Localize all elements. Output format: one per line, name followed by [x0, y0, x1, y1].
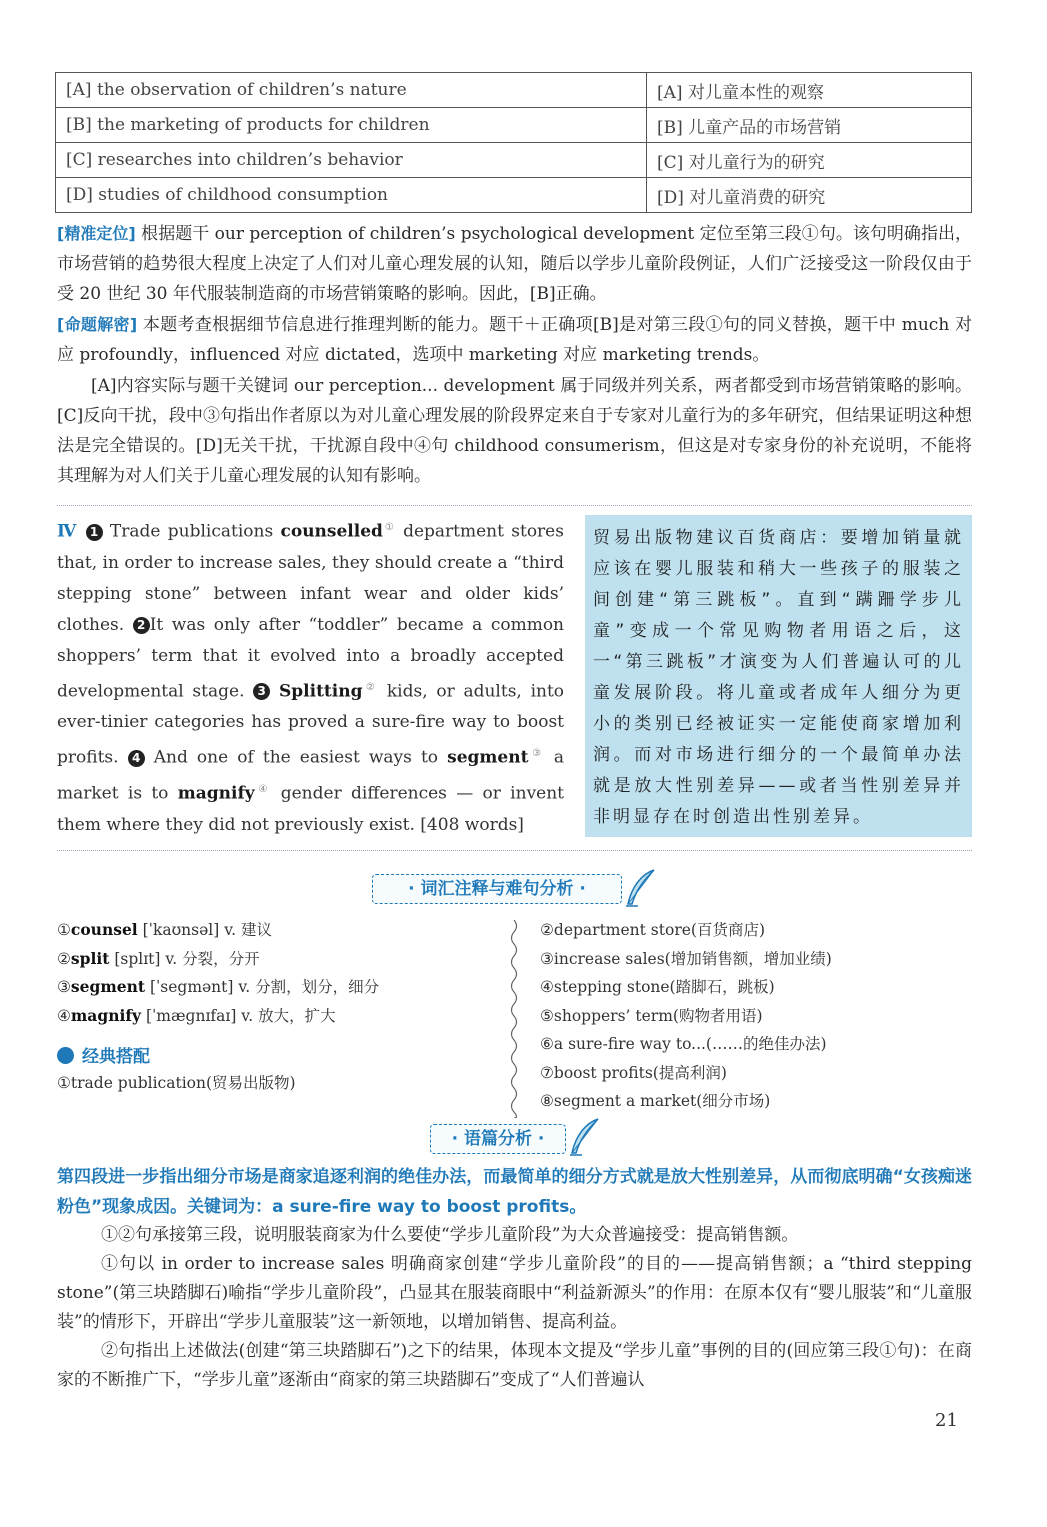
option-en: [B] the marketing of products for children [56, 108, 647, 143]
vocab-word: segment [70, 977, 146, 996]
collocation-item: ⑧segment a market(细分市场) [540, 1092, 771, 1110]
option-zh: [B] 儿童产品的市场营销 [647, 108, 972, 143]
vocab-item [57, 973, 379, 1002]
vocab-word: magnify [70, 1005, 142, 1025]
locate-tag: [精准定位] [57, 224, 136, 243]
collocation-item: ④stepping stone(踏脚石，跳板) [540, 978, 775, 996]
footnote-mark: ② [362, 681, 379, 693]
collocation-item: ⑤shoppers’ term(购物者用语) [540, 1006, 763, 1025]
vocab-definition: [ˈsegmənt] v. 分割，划分，细分 [145, 978, 380, 996]
locate-paragraph [57, 219, 972, 309]
option-zh: [A] 对儿童本性的观察 [647, 73, 972, 108]
distractor-analysis: [A]内容实际与题干关键词 our perception... development 属于同级并列关系，两者都受到市场营销策略的影响。[C]反向干扰，段中③句指出作者原以为对儿童心理发展的阶段界定来自于专家对儿童行为的多年研究，但结果证明这种想法是完全错误的。[D]无关干扰，干扰源自段中④句 childhood consumerism，但这是对专家身份的补充说明，不能将其理解为对人们关于儿童心理发展的认知有影响。 [57, 376, 972, 486]
collocation-item: ⑥a sure-fire way to...(……的绝佳办法) [540, 1035, 827, 1053]
vocab-index: ① [57, 921, 71, 939]
sentence-text: It was only after “toddler” became a common shoppers’ term that it evolved into a broadly accepted developmental stage. [57, 614, 565, 702]
sentence-text: And one of the easiest ways to [153, 747, 439, 768]
option-zh: [C] 对儿童行为的研究 [647, 143, 972, 178]
analysis-paragraph: ①句以 in order to increase sales 明确商家创建“学步儿童阶段”的目的——提高销售额；a “third stepping stone”(第三块踏脚石)喻指“学步儿童阶段”，凸显其在服装商眼中“利益新源头”的作用：在原本仅有“婴儿服装”和“儿童服装”的情形下，开辟出“学步儿童服装”这一新领地，以增加销售、提高利益。 [57, 1254, 972, 1332]
keyword: counselled [280, 521, 383, 542]
collocation-item: ⑦boost profits(提高利润) [540, 1063, 727, 1082]
sentence-number: 1 [86, 524, 103, 541]
keyword: Splitting [278, 681, 363, 702]
sentence-text: gender differences — or invent them where they did not previously exist. [408 words] [57, 783, 565, 835]
sentence-text: a market is to [57, 747, 565, 804]
vocab-definition: [ˈkaʊnsəl] v. 建议 [137, 921, 272, 939]
vocab-definition: [ˈmæɡnɪfaɪ] v. 放大，扩大 [141, 1006, 336, 1025]
vocab-index: ④ [57, 1006, 71, 1025]
vocab-banner: · 词汇注释与难句分析 · [372, 874, 622, 904]
vocab-index: ③ [57, 978, 71, 996]
collocation-item: ①trade publication(贸易出版物) [57, 1074, 296, 1092]
vocab-word: counsel [70, 920, 138, 939]
collocation-list [540, 916, 832, 1116]
divider [57, 850, 972, 851]
sentence-number: 2 [133, 617, 150, 634]
vocab-item [57, 1002, 379, 1031]
vocab-word: split [70, 948, 110, 968]
sentence-number: 3 [253, 683, 270, 700]
option-row [56, 178, 972, 213]
article-paragraph [57, 512, 564, 841]
collocation-heading [57, 1042, 150, 1067]
bullet-icon [57, 1047, 74, 1064]
sentence-text: Trade publications [109, 521, 274, 542]
discourse-banner: · 语篇分析 · [430, 1124, 566, 1154]
sentence-text: department stores that, in order to increase sales, they should create a “third stepping stone” between infant wear and older kids’ clothes. [57, 521, 564, 635]
decode-tag: [命题解密] [57, 315, 138, 334]
keyword: segment [447, 747, 529, 768]
vocab-item [57, 945, 379, 974]
footnote-mark: ① [382, 522, 396, 533]
option-en: [A] the observation of children’s nature [56, 73, 647, 108]
translation-box: 贸易出版物建议百货商店：要增加销量就应该在婴儿服装和稍大一些孩子的服装之间创建“第三跳板”。直到“蹒跚学步儿童”变成一个常见购物者用语之后，这一“第三跳板”才演变为人们普遍认可的儿童发展阶段。将儿童或者成年人细分为更小的类别已经被证实一定能使商家增加利润。而对市场进行细分的一个最简单办法就是放大性别差异——或者当性别差异并非明显存在时创造出性别差异。 [585, 515, 972, 837]
vocab-item [57, 916, 379, 945]
option-row [56, 73, 972, 108]
page-number: 21 [935, 1410, 958, 1431]
option-row [56, 143, 972, 178]
decode-text: 本题考查根据细节信息进行推理判断的能力。题干＋正确项[B]是对第三段①句的同义替换，题干中 much 对应 profoundly，influenced 对应 dictated，选项中 marketing 对应 marketing trends。 [57, 315, 972, 365]
option-en: [C] researches into children’s behavior [56, 143, 647, 178]
decode-paragraph [57, 310, 972, 370]
vocab-list [57, 916, 379, 1030]
wavy-divider [507, 920, 521, 1118]
option-en: [D] studies of childhood consumption [56, 178, 647, 213]
collocation-heading-text: 经典搭配 [82, 1047, 150, 1067]
locate-text: 根据题干 our perception of children’s psychological development 定位至第三段①句。该句明确指出，市场营销的趋势很大程度上决定了人们对儿童心理发展的认知，随后以学步儿童阶段例证，人们广泛接受这一阶段仅由于受 20 世纪 30 年代服装制造商的市场营销策略的影响。因此，[B]正确。 [57, 224, 972, 304]
divider [57, 505, 972, 506]
analysis-paragraph: ②句指出上述做法(创建“第三块踏脚石”)之下的结果，体现本文提及“学步儿童”事例的目的(回应第三段①句)：在商家的不断推广下，“学步儿童”逐渐由“商家的第三块踏脚石”变成了“人们普遍认 [57, 1341, 972, 1390]
sentence-text: kids, or adults, into ever-tinier categories has proved a sure-fire way to boost profits. [57, 681, 565, 768]
options-table [55, 72, 972, 213]
paragraph-number: Ⅳ [57, 521, 79, 542]
footnote-mark: ③ [528, 748, 545, 760]
vocab-index: ② [57, 949, 71, 968]
keyword: magnify [177, 783, 255, 804]
option-row [56, 108, 972, 143]
vocab-definition: [splɪt] v. 分裂，分开 [109, 949, 260, 968]
sentence-number: 4 [128, 750, 145, 767]
analysis-paragraph: ①②句承接第三段，说明服装商家为什么要使“学步儿童阶段”为大众普遍接受：提高销售额。 [101, 1225, 799, 1245]
footnote-mark: ④ [254, 783, 272, 795]
quill-icon [624, 868, 658, 908]
discourse-summary: 第四段进一步指出细分市场是商家追逐利润的绝佳办法，而最简单的细分方式就是放大性别差异，从而彻底明确“女孩痴迷粉色”现象成因。关键词为：a sure-fire way to boost profits。 [57, 1167, 972, 1217]
option-zh: [D] 对儿童消费的研究 [647, 178, 972, 213]
collocation-item: ②department store(百货商店) [540, 921, 765, 939]
collocation-item: ③increase sales(增加销售额，增加业绩) [540, 949, 832, 968]
quill-icon [568, 1117, 602, 1157]
